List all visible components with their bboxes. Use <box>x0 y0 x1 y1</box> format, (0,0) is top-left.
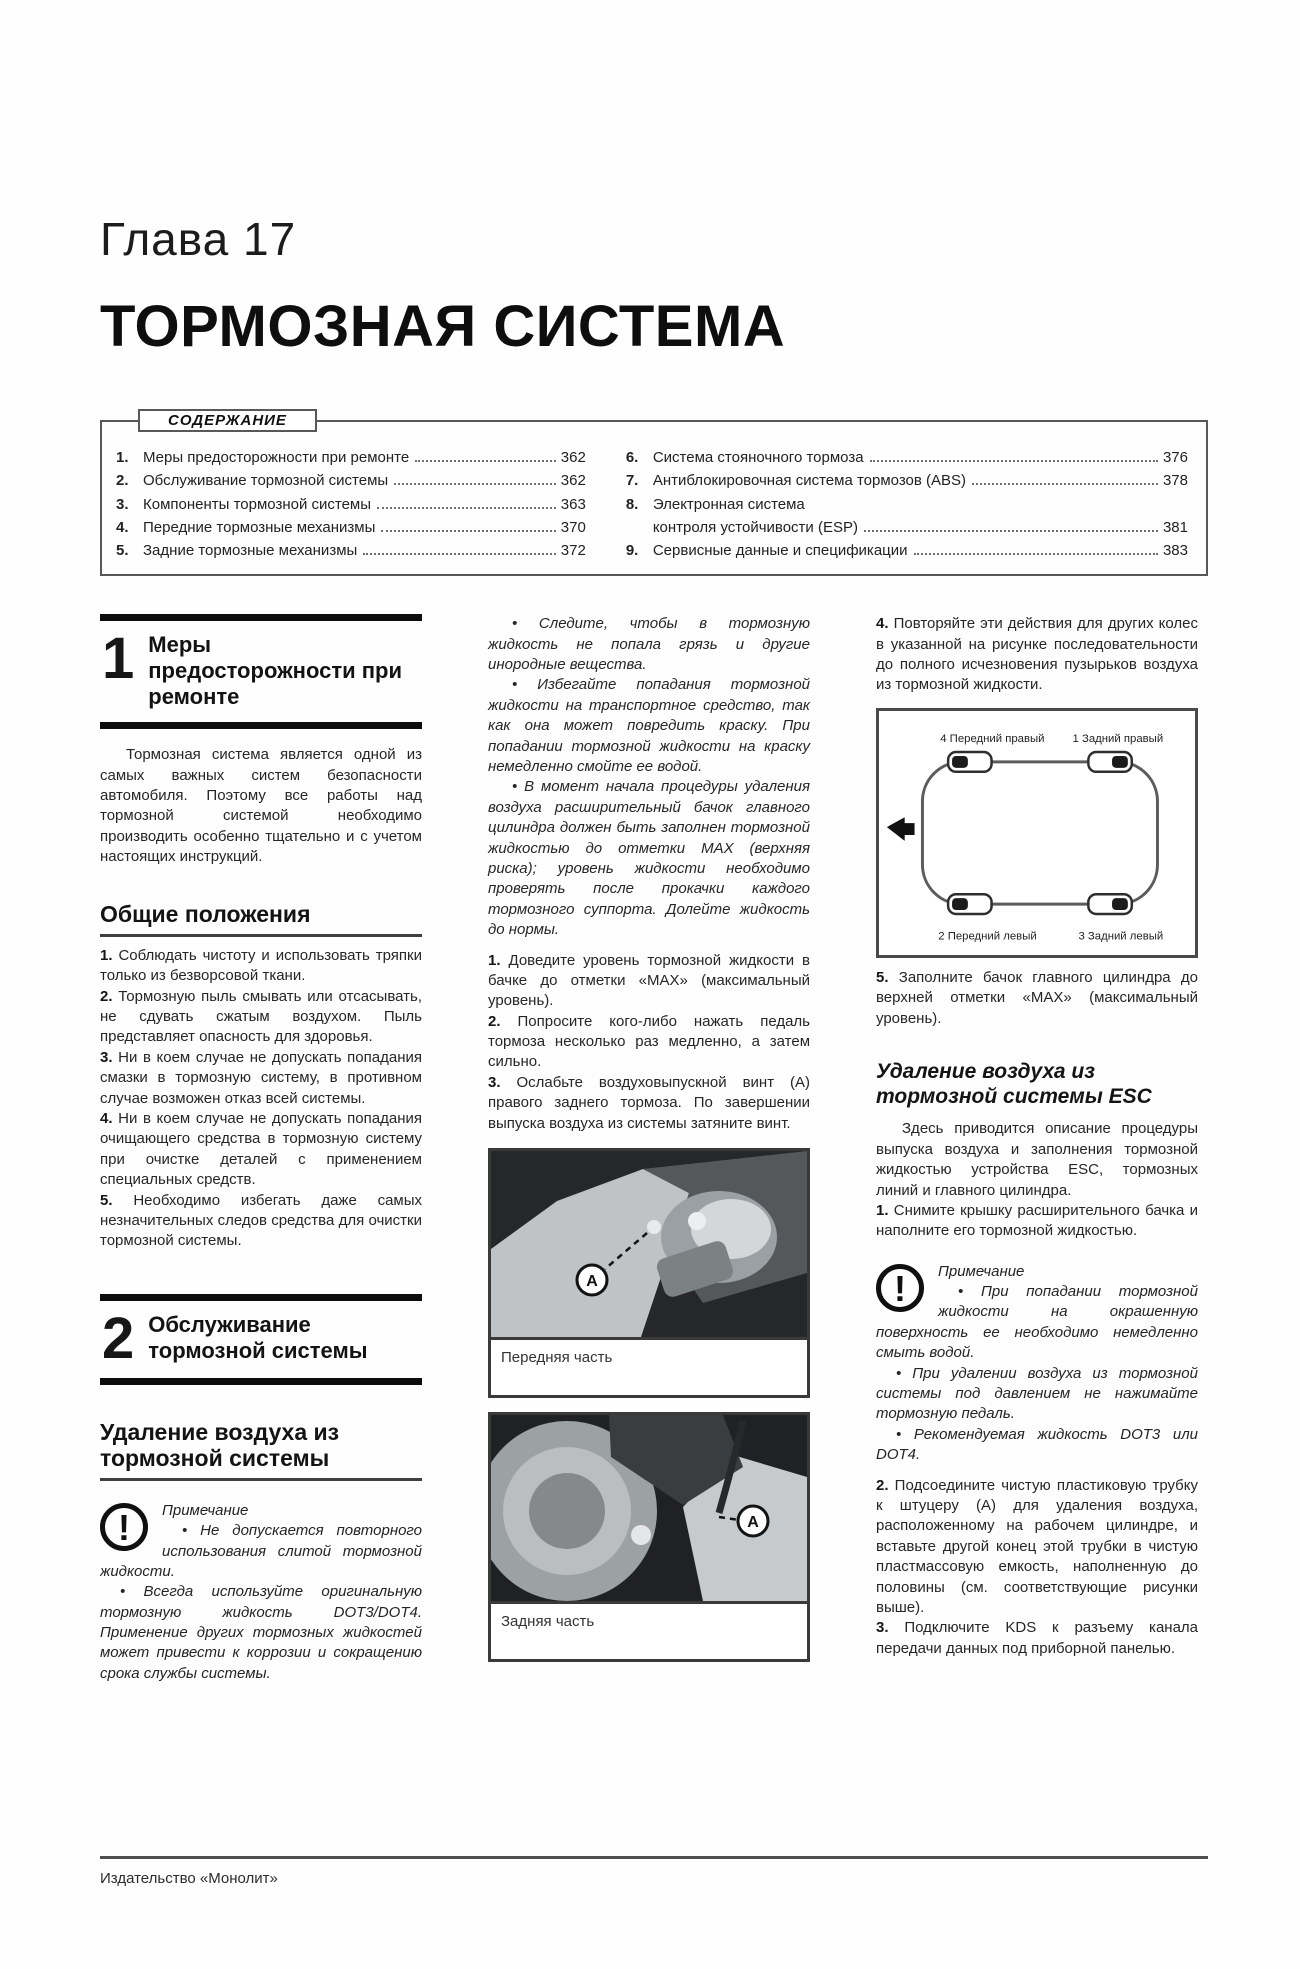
list-item <box>488 951 810 1012</box>
item-number: 2. <box>876 1476 889 1494</box>
list-item <box>100 1191 422 1252</box>
note-item: • Всегда используйте оригинальную тормозную жидкость DOT3/DOT4. Применение других тормозных жидкостей может привести к коррозии и сокращению срока службы системы. <box>100 1583 422 1682</box>
toc-column-left <box>116 446 620 562</box>
toc-entry-page: 370 <box>560 518 586 536</box>
toc-entry-page: 383 <box>1162 542 1188 559</box>
table-of-contents <box>100 412 1208 576</box>
figure-front-brake <box>488 1148 810 1398</box>
item-number: 2. <box>488 1012 501 1030</box>
toc-entry-number: 7. <box>625 472 639 490</box>
note-item: • При попадании тормозной жидкости на окрашенную поверхность ее необходимо немедленно смыть водой. <box>876 1283 1198 1362</box>
item-number: 4. <box>100 1110 113 1128</box>
toc-entry <box>116 469 586 492</box>
toc-entry-title: Меры предосторожности при ремонте <box>143 449 410 466</box>
toc-entry-title: контроля устойчивости (ESP) <box>652 518 858 536</box>
toc-entry-number: 4. <box>116 518 129 536</box>
toc-entry-title: Сервисные данные и спецификации <box>652 542 908 559</box>
toc-dot-leader <box>914 553 1158 555</box>
note-label: Примечание <box>938 1262 1025 1280</box>
toc-dot-leader <box>864 530 1158 532</box>
toc-entry-page: 372 <box>560 542 586 559</box>
item-number: 4. <box>876 615 889 633</box>
column-right <box>876 614 1198 1744</box>
toc-entry <box>116 539 586 562</box>
toc-entry <box>116 493 586 516</box>
callout-letter: A <box>747 1514 759 1532</box>
publisher-footer: Издательство «Монолит» <box>100 1870 278 1887</box>
toc-dot-leader <box>363 553 556 555</box>
column-middle <box>488 614 810 1744</box>
toc-entry-page: 362 <box>560 472 586 490</box>
item-number: 2. <box>100 987 113 1005</box>
toc-dot-leader <box>377 507 556 509</box>
figure-rear-brake <box>488 1412 810 1662</box>
section-1-header <box>100 614 422 729</box>
bullet-item: • В момент начала процедуры удаления воздуха расширительный бачок главного цилиндра должен быть заполнен тормозной жидкостью до отметки MAX (верхняя риска); уровень жидкости необходимо проверять после прокачки каждого тормозного суппорта. Долейте жидкость до нормы. <box>488 778 810 939</box>
paragraph: Здесь приводится описание процедуры выпуска воздуха и заполнения тормозной жидкостью устройства ESC, тормозных линий и главного цилиндра. <box>876 1120 1198 1199</box>
toc-entry-number: 6. <box>625 449 639 466</box>
toc-entry-page: 362 <box>560 449 586 466</box>
list-item <box>100 987 422 1048</box>
toc-entry-title: Передние тормозные механизмы <box>143 518 376 536</box>
note-block <box>876 1260 1198 1466</box>
list-item <box>876 1618 1198 1659</box>
toc-entry-number: 1. <box>116 449 129 466</box>
list-item <box>876 614 1198 696</box>
toc-dot-leader <box>394 483 556 485</box>
toc-entry-title: Обслуживание тормозной системы <box>143 472 389 490</box>
item-text: Подсоедините чистую пластиковую трубку к штуцеру (А) для удаления воздуха, расположенному на рабочем цилиндре, и вставьте другой конец этой трубки в чистую пластмассовую емкость, наполненную до половины (см. соответствующие рисунки выше). <box>876 1476 1198 1616</box>
item-text: Ослабьте воздуховыпускной винт (А) правого заднего тормоза. По завершении выпуска воздуха из системы затяните винт. <box>488 1073 810 1132</box>
section-number: 2 <box>102 1305 135 1371</box>
toc-entry-title: Компоненты тормозной системы <box>143 495 372 513</box>
section-number: 1 <box>102 626 135 692</box>
item-number: 1. <box>100 946 113 964</box>
note-label: Примечание <box>162 1501 249 1519</box>
diagram-label-rear-right: 1 Задний правый <box>1072 732 1164 745</box>
list-item <box>876 1476 1198 1619</box>
wheel-front-left <box>948 894 991 914</box>
item-text: Доведите уровень тормозной жидкости в бачке до отметки «MAX» (максимальный уровень). <box>488 951 811 1010</box>
column-left <box>100 614 422 1744</box>
list-item <box>876 968 1198 1029</box>
toc-entry-title: Антиблокировочная система тормозов (ABS) <box>652 472 967 490</box>
footer-rule <box>100 1856 1208 1859</box>
toc-entry-page: 381 <box>1162 518 1188 536</box>
wheel-rear-left <box>1088 894 1131 914</box>
item-number: 5. <box>876 968 889 986</box>
section-title: Меры предосторожности при ремонте <box>148 632 403 710</box>
diagram-label-front-right: 4 Передний правый <box>940 732 1045 745</box>
subsection-heading: Удаление воздуха из тормозной системы <box>100 1419 422 1481</box>
bleeding-sequence-diagram <box>876 708 1198 958</box>
list-item <box>100 1109 422 1191</box>
item-number: 3. <box>100 1048 113 1066</box>
diagram-label-rear-left: 3 Задний левый <box>1078 930 1164 943</box>
toc-entry <box>626 539 1188 562</box>
wheel-front-right <box>948 752 991 772</box>
item-text: Снимите крышку расширительного бачка и наполните его тормозной жидкостью. <box>876 1201 1198 1240</box>
note-block <box>100 1499 422 1685</box>
list-item <box>100 1048 422 1109</box>
item-number: 3. <box>876 1619 889 1637</box>
toc-column-right <box>620 446 1188 562</box>
toc-entry-page: 378 <box>1162 472 1188 490</box>
toc-dot-leader <box>972 483 1158 485</box>
rear-brake-photo <box>491 1415 807 1601</box>
content-columns <box>100 614 1208 1744</box>
bullet-item: • Следите, чтобы в тормозную жидкость не попала грязь и другие инородные вещества. <box>488 615 810 674</box>
toc-entry <box>626 469 1188 492</box>
toc-entry-title: Электронная система <box>652 495 805 513</box>
bullet-item: • Избегайте попадания тормозной жидкости на транспортное средство, так как она может повредить краску. При попадании тормозной жидкости на краску немедленно смойте ее водой. <box>488 676 810 775</box>
item-text: Заполните бачок главного цилиндра до верхней отметки «MAX» (максимальный уровень). <box>876 968 1198 1027</box>
item-text: Подключите KDS к разъему канала передачи данных под приборной панелью. <box>876 1619 1199 1657</box>
chapter-label: Глава 17 <box>100 213 297 265</box>
toc-entry-number: 3. <box>116 495 129 513</box>
note-item: • Рекомендуемая жидкость DOT3 или DOT4. <box>876 1425 1198 1464</box>
toc-entry-number: 5. <box>116 542 129 559</box>
toc-label: СОДЕРЖАНИЕ <box>138 409 317 432</box>
list-item <box>488 1012 810 1073</box>
item-number: 1. <box>488 951 501 969</box>
toc-entry <box>626 493 1188 516</box>
item-text: Ни в коем случае не допускать попадания смазки в тормозную систему, в противном случае возможен отказ всей системы. <box>100 1048 422 1107</box>
item-text: Повторяйте эти действия для других колес в указанной на рисунке последовательности до полного исчезновения пузырьков воздуха из тормозной жидкости. <box>876 615 1198 694</box>
item-text: Ни в коем случае не допускать попадания очищающего средства в тормозную систему при очистке деталей с применением специальных средств. <box>100 1110 422 1189</box>
warning-icon: ! <box>100 1503 148 1551</box>
item-text: Необходимо избегать даже самых незначительных следов средства для очистки тормозной системы. <box>100 1191 423 1250</box>
diagram-label-front-left: 2 Передний левый <box>938 930 1037 943</box>
section-title: Обслуживание тормозной системы <box>148 1311 368 1363</box>
item-text: Соблюдать чистоту и использовать тряпки только из безворсовой ткани. <box>100 946 422 985</box>
toc-entry <box>626 446 1188 469</box>
toc-entry-number: 9. <box>625 542 639 559</box>
paragraph: Тормозная система является одной из самых важных систем безопасности автомобиля. Поэтому все работы над тормозной системой необходимо производить особенно тщательно и с учетом настоящих инструкций. <box>100 746 422 866</box>
list-item <box>100 946 422 987</box>
toc-entry-title: Система стояночного тормоза <box>652 449 864 466</box>
toc-entry-number: 8. <box>625 495 639 513</box>
toc-entry-page: 376 <box>1162 449 1188 466</box>
toc-dot-leader <box>870 460 1158 462</box>
item-text: Тормозную пыль смывать или отсасывать, не сдувать сжатым воздухом. Пыль представляет опасность для здоровья. <box>100 987 422 1046</box>
toc-dot-leader <box>381 530 555 532</box>
esc-heading: Удаление воздуха из тормозной системы ESC <box>876 1059 1152 1109</box>
front-brake-photo <box>491 1151 807 1337</box>
warning-icon: ! <box>876 1264 924 1312</box>
toc-entry-title: Задние тормозные механизмы <box>143 542 358 559</box>
list-item <box>488 1073 810 1134</box>
item-number: 3. <box>488 1073 501 1091</box>
toc-entry-continuation <box>626 516 1188 539</box>
list-item <box>876 1201 1198 1242</box>
item-number: 1. <box>876 1201 889 1219</box>
item-number: 5. <box>100 1191 113 1209</box>
toc-entry <box>116 516 586 539</box>
toc-dot-leader <box>415 460 556 462</box>
figure-caption: Передняя часть <box>491 1337 807 1395</box>
note-item: • При удалении воздуха из тормозной системы под давлением не нажимайте тормозную педаль. <box>876 1364 1198 1423</box>
toc-entry-number: 2. <box>116 472 129 490</box>
toc-entry-page: 363 <box>560 495 586 513</box>
subsection-heading: Общие положения <box>100 901 422 936</box>
wheel-rear-right <box>1088 752 1131 772</box>
item-text: Попросите кого-либо нажать педаль тормоза несколько раз медленно, а затем сильно. <box>488 1012 810 1071</box>
figure-caption: Задняя часть <box>491 1601 807 1659</box>
callout-letter: A <box>586 1273 598 1291</box>
toc-entry <box>116 446 586 469</box>
page-title: ТОРМОЗНАЯ СИСТЕМА <box>100 294 786 359</box>
section-2-header <box>100 1294 422 1385</box>
note-item: • Не допускается повторного использования слитой тормозной жидкости. <box>100 1522 422 1580</box>
